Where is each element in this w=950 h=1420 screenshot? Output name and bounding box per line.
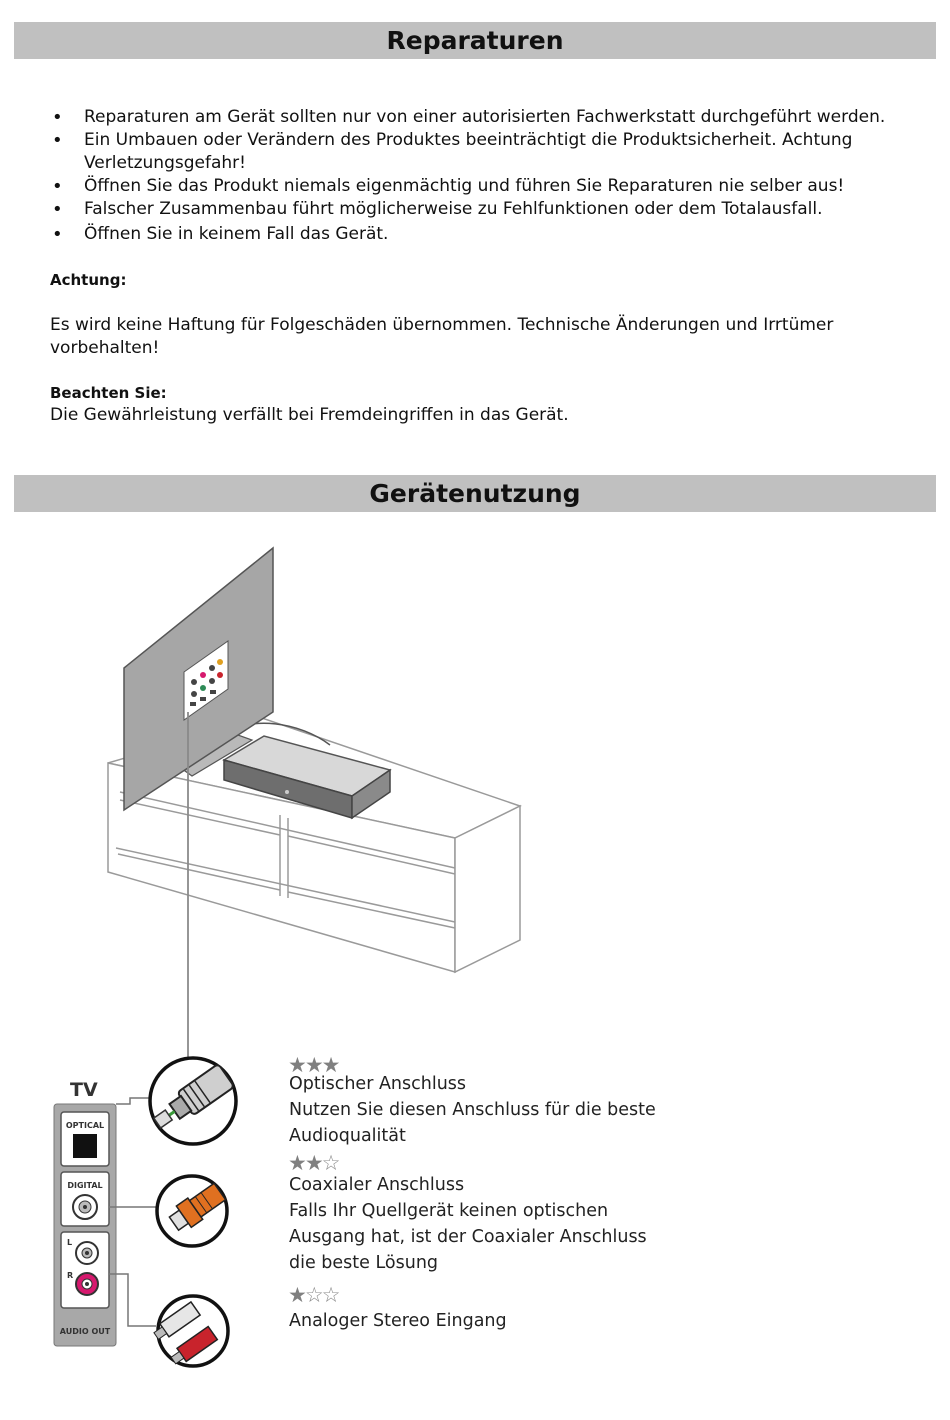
section-title: Reparaturen — [386, 26, 564, 55]
list-item: • Reparaturen am Gerät sollten nur von einer autorisierten Fachwerkstatt durchgeführt werden. — [50, 106, 910, 129]
tv-audio-out-panel — [54, 1079, 116, 1346]
section-header-usage — [14, 475, 936, 512]
connection-line: Falls Ihr Quellgerät keinen optischen — [289, 1201, 609, 1221]
left-label: L — [67, 1238, 73, 1247]
connection-line: Nutzen Sie diesen Anschluss für die beste — [289, 1100, 656, 1120]
note-text: Die Gewährleistung verfällt bei Fremdeingriffen in das Gerät. — [50, 405, 569, 425]
rating-stars-1: ★☆☆ — [288, 1283, 339, 1307]
connection-line: Audioqualität — [289, 1126, 406, 1146]
digital-label: DIGITAL — [67, 1181, 103, 1190]
rca-plug-callout — [152, 1296, 228, 1367]
optical-plug-callout — [150, 1058, 236, 1144]
right-label: R — [67, 1271, 74, 1280]
section-header-repairs — [14, 22, 936, 59]
rating-stars-3: ★★★ — [288, 1053, 339, 1077]
note-label: Beachten Sie: — [50, 384, 167, 402]
coax-plug-callout — [157, 1176, 227, 1246]
list-item: • Falscher Zusammenbau führt möglicherweise zu Fehlfunktionen oder dem Totalausfall. — [50, 198, 910, 221]
caution-label: Achtung: — [50, 271, 127, 289]
list-item: • Öffnen Sie das Produkt niemals eigenmächtig und führen Sie Reparaturen nie selber aus! — [50, 175, 910, 198]
repair-bullet-list — [50, 106, 910, 246]
connection-line: Ausgang hat, ist der Coaxialer Anschluss — [289, 1227, 647, 1247]
audio-out-label: AUDIO OUT — [59, 1327, 111, 1336]
section-title: Gerätenutzung — [369, 479, 581, 508]
connection-title: Coaxialer Anschluss — [289, 1175, 465, 1195]
list-item: • Öffnen Sie in keinem Fall das Gerät. — [50, 223, 910, 246]
connection-coax — [289, 1172, 709, 1276]
connection-analog — [289, 1308, 709, 1334]
connection-title: Analoger Stereo Eingang — [289, 1311, 507, 1331]
optical-port — [73, 1134, 97, 1158]
optical-label: OPTICAL — [65, 1121, 105, 1130]
tv-label: TV — [70, 1079, 98, 1101]
connection-optical — [289, 1071, 709, 1149]
caution-text: Es wird keine Haftung für Folgeschäden übernommen. Technische Änderungen und Irrtümer vorbehalten! — [50, 315, 834, 358]
connection-line: die beste Lösung — [289, 1253, 439, 1273]
connection-title: Optischer Anschluss — [289, 1074, 467, 1094]
rating-stars-2: ★★☆ — [288, 1151, 339, 1175]
list-item: • Ein Umbauen oder Verändern des Produktes beeinträchtigt die Produktsicherheit. Achtung Verletzungsgefahr! — [50, 129, 910, 175]
